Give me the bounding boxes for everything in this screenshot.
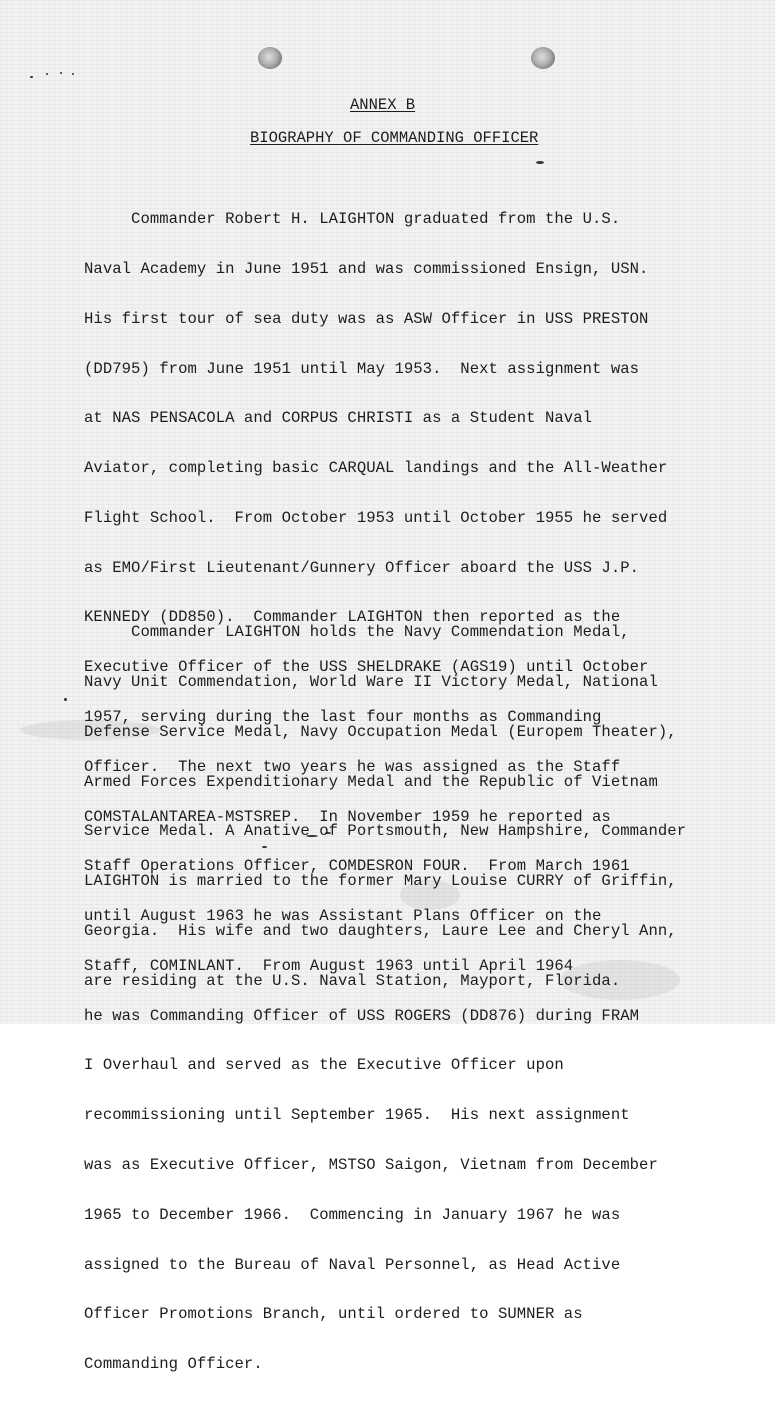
- text-line: 1957, serving during the last four months as Commanding: [84, 708, 602, 726]
- punch-hole-left: [258, 47, 282, 69]
- paragraph-awards: [84, 591, 686, 1022]
- text-line: (DD795) from June 1951 until May 1953. Next assignment was: [84, 359, 640, 378]
- document-title: BIOGRAPHY OF COMMANDING OFFICER: [250, 129, 539, 147]
- text-line: Officer Promotions Branch, until ordered to SUMNER as: [84, 1305, 583, 1324]
- text-line: Defense Service Medal, Navy Occupation Medal (Europem Theater),: [84, 722, 677, 741]
- text-line: COMSTALANTAREA-MSTSREP. In November 1959 he reported as: [84, 807, 611, 826]
- ink-speck: [46, 73, 48, 75]
- text-line: Georgia. His wife and two daughters, Laure Lee and Cheryl Ann,: [84, 921, 677, 940]
- ink-speck: [64, 698, 67, 701]
- text-line: KENNEDY (DD850). Commander LAIGHTON then reported as the: [84, 608, 621, 627]
- text-line: Staff Operations Officer, COMDESRON FOUR. From March 1961: [84, 857, 630, 876]
- text-line: Flight School. From October 1953 until October 1955 he served: [84, 508, 668, 527]
- ink-speck: [30, 76, 33, 78]
- ink-speck: [72, 73, 74, 75]
- text-line: I Overhaul and served as the Executive Officer upon: [84, 1056, 564, 1075]
- punch-hole-right: [531, 47, 555, 69]
- text-line: at NAS PENSACOLA and CORPUS CHRISTI as a Student Naval: [84, 409, 593, 428]
- text-line: Staff, COMINLANT. From August 1963 until April 1964: [84, 956, 574, 975]
- text-line: His first tour of sea duty was as ASW Officer in USS PRESTON: [84, 309, 649, 328]
- text-line: LAIGHTON is married to the former Mary Louise CURRY of Griffin,: [84, 872, 677, 891]
- text-line: Naval Academy in June 1951 and was commissioned Ensign, USN.: [84, 259, 649, 278]
- text-line: recommissioning until September 1965. His next assignment: [84, 1106, 630, 1125]
- text-line: Commander LAIGHTON holds the Navy Commendation Medal,: [84, 623, 630, 642]
- annex-label: ANNEX B: [350, 96, 416, 114]
- text-line: Service Medal. A Anative of Portsmouth, New Hampshire, Commander: [84, 822, 687, 841]
- text-line: was as Executive Officer, MSTSO Saigon, Vietnam from December: [84, 1156, 658, 1175]
- text-line: Navy Unit Commendation, World Ware II Victory Medal, National: [84, 672, 658, 691]
- text-line: assigned to the Bureau of Naval Personnel, as Head Active: [84, 1255, 621, 1274]
- ink-speck: [60, 72, 62, 74]
- text-line: Armed Forces Expenditionary Medal and the Republic of Vietnam: [84, 772, 658, 791]
- text-line: Commanding Officer.: [84, 1355, 263, 1374]
- text-line: until August 1963 he was Assistant Plans Officer on the: [84, 907, 602, 926]
- text-line: he was Commanding Officer of USS ROGERS (DD876) during FRAM: [84, 1006, 640, 1025]
- text-line: 1965 to December 1966. Commencing in January 1967 he was: [84, 1205, 621, 1224]
- text-line: Aviator, completing basic CARQUAL landings and the All-Weather: [84, 459, 668, 478]
- text-line: Commander Robert H. LAIGHTON graduated from the U.S.: [84, 210, 621, 229]
- ink-speck: [536, 161, 544, 164]
- text-line: are residing at the U.S. Naval Station, Mayport, Florida.: [84, 971, 621, 990]
- text-line: Officer. The next two years he was assigned as the Staff: [84, 757, 621, 776]
- text-line: as EMO/First Lieutenant/Gunnery Officer aboard the USS J.P.: [84, 558, 640, 577]
- text-line: Executive Officer of the USS SHELDRAKE (AGS19) until October: [84, 658, 649, 677]
